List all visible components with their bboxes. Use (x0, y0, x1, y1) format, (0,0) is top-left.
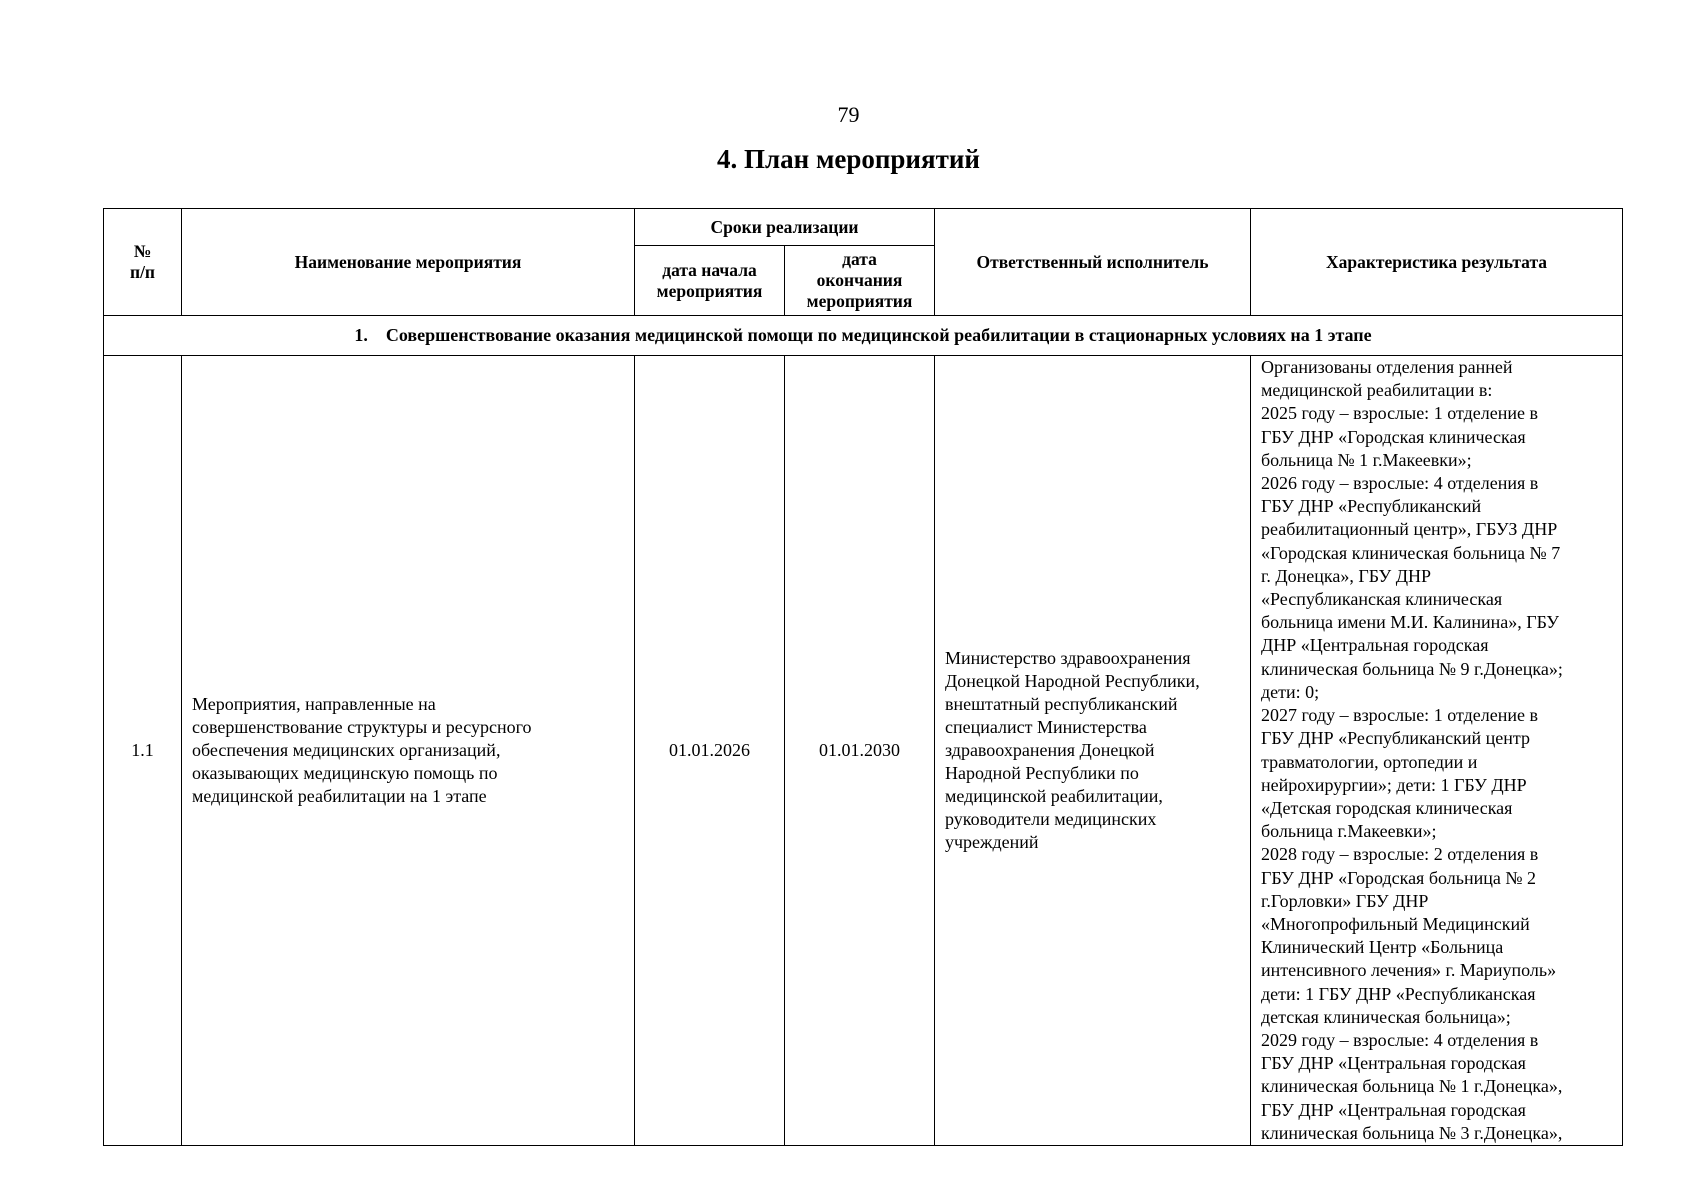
row-result-line: ГБУ ДНР «Республиканский центр (1261, 728, 1530, 749)
header-end-line-2: окончания (816, 270, 903, 290)
row-result-line: ГБУ ДНР «Республиканский (1261, 496, 1482, 517)
header-start-date (635, 246, 785, 316)
page-number: 79 (837, 102, 860, 127)
row-result-line: интенсивного лечения» г. Мариуполь» (1261, 960, 1557, 981)
row-name-line: медицинской реабилитации на 1 этапе (192, 786, 487, 806)
row-result (1251, 356, 1623, 1146)
row-name-line: оказывающих медицинскую помощь по (192, 763, 498, 783)
row-result-line: ГБУ ДНР «Центральная городская (1261, 1099, 1526, 1120)
section-heading (104, 316, 1623, 356)
row-executor-line: Донецкой Народной Республики, (945, 671, 1200, 691)
row-result-line: 2026 году – взрослые: 4 отделения в (1261, 473, 1539, 494)
row-result-line: 2029 году – взрослые: 4 отделения в (1261, 1029, 1539, 1050)
row-result-line: дети: 1 ГБУ ДНР «Республиканская (1261, 983, 1536, 1004)
header-end-line-1: дата (842, 249, 877, 269)
row-result-line: больница № 1 г.Макеевки»; (1261, 449, 1472, 470)
row-result-line: клиническая больница № 9 г.Донецка»; (1261, 658, 1563, 679)
header-result: Характеристика результата (1251, 209, 1623, 316)
row-result-line: клиническая больница № 3 г.Донецка», (1261, 1122, 1563, 1143)
row-start-date: 01.01.2026 (635, 356, 785, 1146)
row-executor-line: учреждений (945, 832, 1039, 852)
row-result-line: 2025 году – взрослые: 1 отделение в (1261, 403, 1538, 424)
row-result-line: «Городская клиническая больница № 7 (1261, 542, 1561, 563)
row-result-line: «Многопрофильный Медицинский (1261, 913, 1530, 934)
plan-table (103, 208, 1623, 1146)
row-executor-line: здравоохранения Донецкой (945, 740, 1155, 760)
header-executor: Ответственный исполнитель (935, 209, 1251, 316)
row-result-line: ДНР «Центральная городская (1261, 635, 1489, 656)
header-name: Наименование мероприятия (182, 209, 635, 316)
row-result-line: дети: 0; (1261, 681, 1320, 702)
row-result-line: ГБУ ДНР «Городская клиническая (1261, 426, 1526, 447)
row-executor-line: медицинской реабилитации, (945, 786, 1163, 806)
header-end-line-3: мероприятия (806, 291, 913, 311)
header-number-line-2: п/п (129, 262, 156, 282)
row-executor-line: руководители медицинских (945, 809, 1157, 829)
section-row (104, 316, 1623, 356)
row-result-line: ГБУ ДНР «Центральная городская (1261, 1053, 1526, 1074)
header-period: Сроки реализации (635, 209, 935, 246)
row-name-line: Мероприятия, направленные на (192, 694, 436, 714)
page-title: 4. План мероприятий (717, 144, 980, 174)
row-name-line: обеспечения медицинских организаций, (192, 740, 501, 760)
row-result-line: реабилитационный центр», ГБУЗ ДНР (1261, 519, 1558, 540)
section-number: 1. (354, 325, 368, 345)
row-result-line: детская клиническая больница»; (1261, 1006, 1511, 1027)
table-row (104, 356, 1623, 1146)
row-result-line: больница г.Макеевки»; (1261, 821, 1437, 842)
row-result-line: клиническая больница № 1 г.Донецка», (1261, 1076, 1563, 1097)
row-result-line: нейрохирургии»; дети: 1 ГБУ ДНР (1261, 774, 1527, 795)
row-executor (935, 356, 1251, 1146)
row-executor-line: Министерство здравоохранения (945, 648, 1191, 668)
header-start-line-2: мероприятия (656, 280, 763, 301)
row-result-line: 2027 году – взрослые: 1 отделение в (1261, 705, 1538, 726)
header-start-line-1: дата начала (662, 259, 757, 280)
row-name-line: совершенствование структуры и ресурсного (192, 717, 532, 737)
row-result-line: 2028 году – взрослые: 2 отделения в (1261, 844, 1539, 865)
row-number: 1.1 (104, 356, 182, 1146)
header-number (104, 209, 182, 316)
row-result-line: ГБУ ДНР «Городская больница № 2 (1261, 867, 1537, 888)
row-executor-line: Народной Республики по (945, 763, 1139, 783)
row-name (182, 356, 635, 1146)
row-result-line: Организованы отделения ранней (1261, 357, 1513, 378)
row-result-line: «Детская городская клиническая (1261, 797, 1513, 818)
row-result-line: травматологии, ортопедии и (1261, 751, 1478, 772)
row-result-line: г. Донецка», ГБУ ДНР (1261, 565, 1431, 586)
row-executor-line: специалист Министерства (945, 717, 1147, 737)
section-title: Совершенствование оказания медицинской помощи по медицинской реабилитации в стационарных условиях на 1 этапе (385, 325, 1372, 345)
row-result-line: медицинской реабилитации в: (1261, 380, 1493, 401)
row-result-line: г.Горловки» ГБУ ДНР (1261, 890, 1429, 911)
row-result-line: Клинический Центр «Больница (1261, 937, 1504, 958)
row-result-line: больница имени М.И. Калинина», ГБУ (1261, 612, 1560, 633)
header-end-date (785, 246, 935, 316)
row-end-date: 01.01.2030 (785, 356, 935, 1146)
header-number-line-1: № (133, 241, 152, 261)
row-executor-line: внештатный республиканский (945, 694, 1178, 714)
row-result-line: «Республиканская клиническая (1261, 589, 1503, 610)
